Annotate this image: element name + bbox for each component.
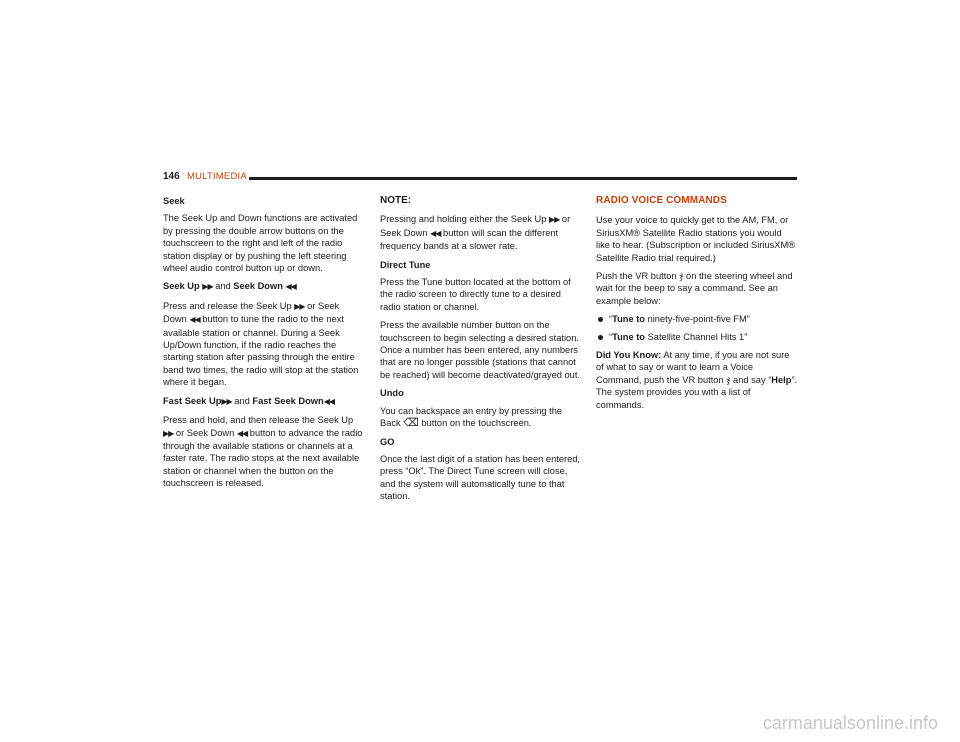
vr-button-instructions: Push the VR button ჯ on the steering wheel and wait for the beep to say a command. See an example below: — [596, 271, 793, 306]
column-1 — [163, 195, 365, 496]
fast-seek-instructions: Press and hold, and then release the Seek Up ▶▶ or Seek Down ◀◀ button to advance the radio through the available stations or channels at a faster rate. The radio stops at the next available station or channel when the button on the touchscreen is released. — [163, 415, 363, 489]
seek-down-icon: ◀◀ — [236, 428, 248, 438]
watermark: carmanualsonline.info — [762, 713, 938, 733]
voice-commands-heading: RADIO VOICE COMMANDS — [596, 195, 727, 206]
note-body: Pressing and holding either the Seek Up ▶▶ or Seek Down ◀◀ button will scan the different frequency bands at a slower rate. — [380, 214, 571, 252]
list-item: “Tune to ninety-five-point-five FM” — [609, 313, 798, 325]
fast-seek-up-icon: ▶▶ — [221, 396, 232, 406]
voice-icon: ჯ — [726, 374, 731, 385]
seek-up-icon: ▶▶ — [163, 428, 174, 438]
go-heading: GO — [380, 436, 395, 447]
note-label: NOTE: — [380, 195, 412, 206]
seek-body: The Seek Up and Down functions are activated by pressing the double arrow buttons on the touchscreen to the right and left of the radio station display or by pushing the left steering wheel audio control button up or down. — [163, 213, 358, 274]
column-2 — [380, 195, 582, 509]
direct-tune-body-2: Press the available number button on the touchscreen to begin selecting a desired station. Once a number has been entered, any numbers that are no longer possible (stations that cannot be reached) will become deactivated/grayed out. — [380, 320, 581, 380]
column-3 — [596, 195, 798, 417]
seek-up-icon: ▶▶ — [549, 215, 560, 225]
backspace-icon: ⌫ — [403, 417, 419, 430]
voice-examples-list — [596, 313, 798, 343]
voice-commands-intro: Use your voice to quickly get to the AM, FM, or SiriusXM® Satellite Radio stations you would like to hear. (Subscription or included SiriusXM® Satellite Radio trial required.) — [596, 215, 796, 263]
direct-tune-body-1: Press the Tune button located at the bottom of the radio screen to directly tune to a desired radio station or channel. — [380, 277, 571, 312]
seek-up-icon: ▶▶ — [202, 282, 213, 292]
fast-seek-heading: Fast Seek Up▶▶ and Fast Seek Down◀◀ — [163, 395, 335, 406]
seek-up-icon: ▶▶ — [294, 301, 305, 311]
seek-down-icon: ◀◀ — [285, 282, 296, 292]
section-title: MULTIMEDIA — [187, 171, 247, 182]
seek-instructions: Press and release the Seek Up ▶▶ or Seek Down ◀◀ button to tune the radio to the next available station or channel. During a Seek Up/Down function, if the radio reaches the starting station after passing through the entire band two times, the radio will stop at the station where it began. — [163, 300, 359, 388]
did-you-know: Did You Know: At any time, if you are not sure of what to say or want to learn a Voice Command, push the VR button ჯ and say “Help”. The system provides you with a list of commands. — [596, 350, 798, 410]
direct-tune-heading: Direct Tune — [380, 259, 431, 270]
seek-heading: Seek — [163, 196, 185, 206]
voice-icon: ჯ — [679, 271, 684, 282]
seek-down-icon: ◀◀ — [189, 315, 200, 325]
seek-up-down-heading: Seek Up ▶▶ and Seek Down ◀◀ — [163, 281, 296, 292]
undo-body: You can backspace an entry by pressing the Back ⌫ button on the touchscreen. — [380, 405, 563, 430]
header-rule — [249, 177, 797, 180]
undo-heading: Undo — [380, 388, 404, 399]
page-header — [163, 171, 797, 187]
go-body: Once the last digit of a station has been entered, press “Ok”. The Direct Tune screen will close, and the system will automatically tune to that station. — [380, 453, 581, 502]
seek-down-icon: ◀◀ — [430, 228, 441, 238]
fast-seek-down-icon: ◀◀ — [323, 396, 335, 406]
list-item: “Tune to Satellite Channel Hits 1” — [609, 331, 798, 343]
page-number: 146 — [163, 171, 180, 182]
